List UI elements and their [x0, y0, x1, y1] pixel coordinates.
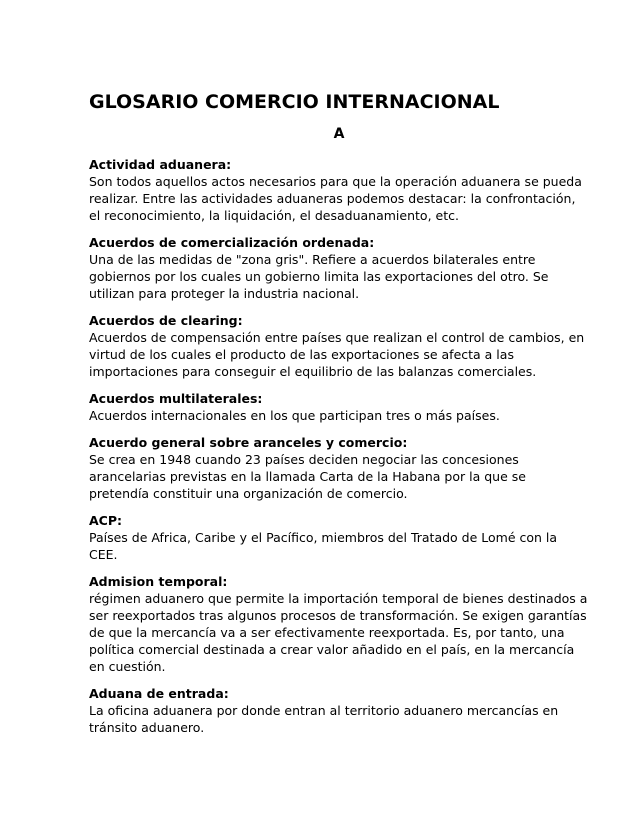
glossary-entry [89, 312, 589, 380]
glossary-entry [89, 685, 589, 736]
glossary-entry [89, 434, 589, 502]
entry-definition: La oficina aduanera por donde entran al territorio aduanero mercancías en tránsito aduanero. [89, 703, 559, 735]
glossary-entry [89, 512, 589, 563]
entry-term: Admision temporal: [89, 574, 228, 589]
entry-definition: Se crea en 1948 cuando 23 países deciden negociar las concesiones arancelarias previstas en la llamada Carta de la Habana por la que se pretendía constituir una organización de comercio. [89, 452, 526, 501]
entry-term: ACP: [89, 513, 123, 528]
entry-definition: Una de las medidas de "zona gris". Refiere a acuerdos bilaterales entre gobiernos por los cuales un gobierno limita las exportaciones del otro. Se utilizan para proteger la industria nacional. [89, 252, 549, 301]
entry-term: Aduana de entrada: [89, 686, 229, 701]
document-page [89, 90, 589, 746]
entry-term: Acuerdo general sobre aranceles y comercio: [89, 435, 408, 450]
entry-term: Acuerdos de clearing: [89, 313, 243, 328]
entry-definition: régimen aduanero que permite la importación temporal de bienes destinados a ser reexportados tras algunos procesos de transformación. Se exigen garantías de que la mercancía va a ser efectivamente reexportada. Es, por tanto, una política comercial destinada a crear valor añadido en el país, en la mercancía en cuestión. [89, 591, 588, 674]
entry-term: Actividad aduanera: [89, 157, 232, 172]
entry-definition: Países de Africa, Caribe y el Pacífico, miembros del Tratado de Lomé con la CEE. [89, 530, 558, 562]
glossary-entry [89, 573, 589, 675]
entry-term: Acuerdos de comercialización ordenada: [89, 235, 375, 250]
section-letter: A [333, 126, 345, 142]
glossary-entry [89, 156, 589, 224]
entry-definition: Acuerdos de compensación entre países que realizan el control de cambios, en virtud de los cuales el producto de las exportaciones se afecta a las importaciones para conseguir el equilibrio de las balanzas comerciales. [89, 330, 585, 379]
entry-definition: Acuerdos internacionales en los que participan tres o más países. [89, 408, 500, 423]
glossary-entry [89, 234, 589, 302]
entry-definition: Son todos aquellos actos necesarios para que la operación aduanera se pueda realizar. Entre las actividades aduaneras podemos destacar: la confrontación, el reconocimiento, la liquidación, el desaduanamiento, etc. [89, 174, 582, 223]
glossary-entry [89, 390, 589, 424]
document-title: GLOSARIO COMERCIO INTERNACIONAL [89, 91, 500, 113]
entry-term: Acuerdos multilaterales: [89, 391, 263, 406]
